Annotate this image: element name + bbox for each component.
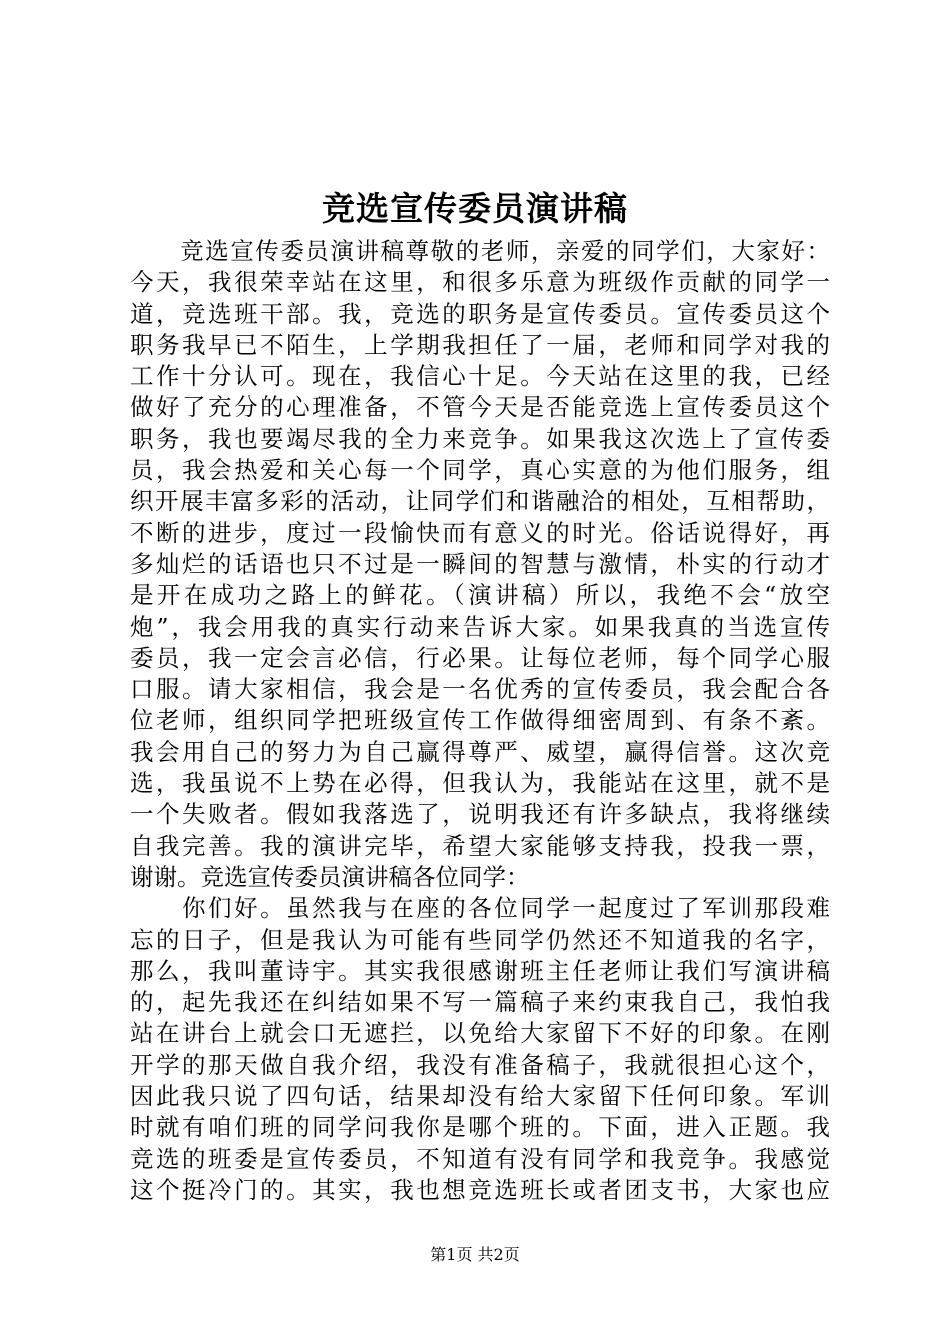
body-line: 炮”，我会用我的真实行动来告诉大家。如果我真的当选宣传 <box>130 612 830 641</box>
body-line: 织开展丰富多彩的活动，让同学们和谐融洽的相处，互相帮助， <box>130 487 830 516</box>
body-line: 口服。请大家相信，我会是一名优秀的宣传委员，我会配合各 <box>130 675 830 704</box>
body-line: 忘的日子，但是我认为可能有些同学仍然还不知道我的名字， <box>130 925 830 954</box>
body-line: 多灿烂的话语也只不过是一瞬间的智慧与激情，朴实的行动才 <box>130 549 830 578</box>
page-footer: 第1页 共2页 <box>430 1245 520 1264</box>
body-line: 职务我早已不陌生，上学期我担任了一届，老师和同学对我的 <box>130 330 830 359</box>
document-body <box>130 236 830 1206</box>
body-line: 我会用自己的努力为自己赢得尊严、威望，赢得信誉。这次竞 <box>130 737 830 766</box>
body-line: 不断的进步，度过一段愉快而有意义的时光。俗话说得好，再 <box>130 518 830 547</box>
body-line: 是开在成功之路上的鲜花。（演讲稿）所以，我绝不会“放空 <box>130 581 830 610</box>
body-line: 这个挺冷门的。其实，我也想竞选班长或者团支书，大家也应 <box>130 1175 830 1204</box>
body-line: 开学的那天做自我介绍，我没有准备稿子，我就很担心这个， <box>130 1050 830 1079</box>
body-line: 竞选宣传委员演讲稿尊敬的老师，亲爱的同学们，大家好： <box>130 237 830 265</box>
body-line: 站在讲台上就会口无遮拦，以免给大家留下不好的印象。在刚 <box>130 1019 830 1048</box>
body-line: 谢谢。竞选宣传委员演讲稿各位同学： <box>130 862 530 891</box>
body-line: 那么，我叫董诗宇。其实我很感谢班主任老师让我们写演讲稿 <box>130 956 830 985</box>
body-line: 位老师，组织同学把班级宣传工作做得细密周到、有条不紊。 <box>130 706 830 735</box>
body-line: 员，我会热爱和关心每一个同学，真心实意的为他们服务，组 <box>130 456 830 485</box>
document-title: 竞选宣传委员演讲稿 <box>322 189 628 228</box>
body-line: 工作十分认可。现在，我信心十足。今天站在这里的我，已经 <box>130 362 830 391</box>
body-line: 选，我虽说不上势在必得，但我认为，我能站在这里，就不是 <box>130 769 830 798</box>
body-line: 委员，我一定会言必信，行必果。让每位老师，每个同学心服 <box>130 643 830 672</box>
body-line: 做好了充分的心理准备，不管今天是否能竞选上宣传委员这个 <box>130 393 830 422</box>
body-line: 自我完善。我的演讲完毕，希望大家能够支持我，投我一票， <box>130 831 830 860</box>
body-line: 时就有咱们班的同学问我你是哪个班的。下面，进入正题。我 <box>130 1113 830 1142</box>
body-line: 一个失败者。假如我落选了，说明我还有许多缺点，我将继续 <box>130 800 830 829</box>
body-line: 职务，我也要竭尽我的全力来竞争。如果我这次选上了宣传委 <box>130 424 830 453</box>
body-line: 竞选的班委是宣传委员，不知道有没有同学和我竞争。我感觉 <box>130 1144 830 1173</box>
body-line: 今天，我很荣幸站在这里，和很多乐意为班级作贡献的同学一 <box>130 268 830 297</box>
body-line: 道，竞选班干部。我，竞选的职务是宣传委员。宣传委员这个 <box>130 299 830 328</box>
body-line: 你们好。虽然我与在座的各位同学一起度过了军训那段难 <box>130 894 830 923</box>
body-line: 的，起先我还在纠结如果不写一篇稿子来约束我自己，我怕我 <box>130 988 830 1017</box>
body-line: 因此我只说了四句话，结果却没有给大家留下任何印象。军训 <box>130 1082 830 1111</box>
